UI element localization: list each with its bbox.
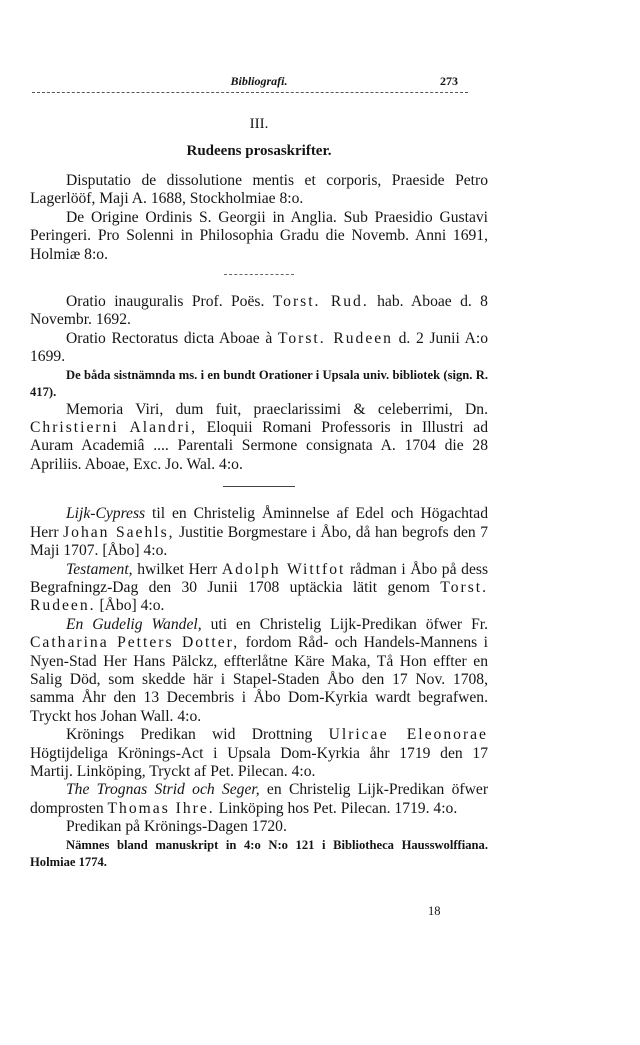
entry-memoria-viri xyxy=(30,401,488,475)
entry-text: Linköping hos Pet. Pilecan. 1719. 4:o. xyxy=(214,799,458,817)
entry-predikan-1720: Predikan på Krönings-Dagen 1720. xyxy=(66,818,287,836)
section-divider xyxy=(224,274,294,275)
person-name: Adolph Wittfot xyxy=(221,560,346,578)
entry-text: Högtijdeliga Krönings-Act i Upsala Dom-Kyrkia åhr 1719 den 17 Martij. Linköping, Tryckt af Pet. Pilecan. 4:o. xyxy=(30,744,488,780)
person-name: Catharina Petters Dotter, xyxy=(30,634,240,652)
entry-lijk-cypress xyxy=(30,505,488,560)
entry-text: en Christelig Lijk-Predikan öfwer domprosten xyxy=(30,781,489,817)
entry-disputatio: Disputatio de dissolutione mentis et corporis, Praeside Petro Lagerlööf, Maji A. 1688, Stockholmiae 8:o. xyxy=(30,172,488,208)
entry-oratio-inauguralis xyxy=(30,293,488,330)
person-name: Christierni Alandri, xyxy=(30,419,198,437)
section-divider xyxy=(223,486,295,487)
section-heading: Rudeens prosaskrifter. xyxy=(186,143,332,159)
note-hausswolffiana: Nämnes bland manuskript in 4:o N:o 121 i Bibliotheca Hausswolffiana. Holmiae 1774. xyxy=(30,837,488,869)
work-title: The Trognas Strid och Seger, xyxy=(66,781,260,799)
entry-text: Krönings Predikan wid Drottning xyxy=(66,726,329,744)
header-rule xyxy=(32,92,468,93)
entry-kronings-predikan xyxy=(30,726,488,781)
document-page xyxy=(30,62,488,871)
work-title: Lijk-Cypress xyxy=(66,505,146,523)
entry-text: Memoria Viri, dum fuit, praeclarissimi & celeberrimi, Dn. xyxy=(66,400,488,418)
work-title: En Gudelig Wandel, xyxy=(66,615,202,633)
author-name: Torst. Rud. xyxy=(272,293,369,311)
author-name: Torst. Rudeen. xyxy=(30,578,488,615)
printer-signature: 18 xyxy=(428,904,441,918)
entry-text: Oratio Rectoratus dicta Aboae à xyxy=(66,329,278,347)
note-manuscripts: De båda sistnämnda ms. i en bundt Orationer i Upsala univ. bibliotek (sign. R. 417). xyxy=(30,367,488,399)
running-title: Bibliografi. xyxy=(230,74,288,88)
person-name: Ulricae Eleonorae xyxy=(328,726,488,744)
entry-oratio-rectoratus xyxy=(30,330,488,367)
entry-en-gudelig-wandel xyxy=(30,616,488,726)
entry-de-origine: De Origine Ordinis S. Georgii in Anglia. Sub Praesidio Gustavi Peringeri. Pro Solenni in Philosophia Gradu die Novemb. Anni 1691, Holmiæ 8:o. xyxy=(30,208,488,263)
person-name: Thomas Ihre. xyxy=(107,799,215,817)
entry-text: fordom Råd- och Handels-Mannens i Nyen-Stad Her Hans Pälckz, effterlåtne Käre Maka, Tå Hon effter en Salig Död, som skedde här i Stapel-Staden Åbo den 17 Nov. 1708, samma Åhr den 13 Decembris i Åbo Dom-Kyrkia wardt begrafwen. Tryckt hos Johan Wall. 4:o. xyxy=(30,634,489,725)
entry-text: rådman i Åbo på dess Begrafningz-Dag den 30 Junii 1708 uptäckia lätit genom xyxy=(30,560,489,596)
entry-text: Eloquii Romani Professoris in Illustri ad Auram Academiâ .... Parentali Sermone consignata A. 1704 die 28 Apriliis. Aboae, Exc. Jo. Wal. 4:o. xyxy=(30,419,488,473)
entry-text: [Åbo] 4:o. xyxy=(95,597,165,615)
page-number: 273 xyxy=(440,74,458,88)
entry-text: Justitie Borgmestare i Åbo, då han begrofs den 7 Maji 1707. [Åbo] 4:o. xyxy=(30,523,489,560)
entry-text: til en Christelig Åminnelse af Edel och Högachtad Herr xyxy=(30,505,488,541)
person-name: Johan Saehls, xyxy=(63,523,175,541)
entry-text: uti en Christelig Lijk-Predikan öfwer Fr. xyxy=(201,615,488,633)
entry-text: hwilket Herr xyxy=(132,560,222,578)
work-title: Testament, xyxy=(66,560,133,578)
entry-the-trognas xyxy=(30,781,488,818)
section-numeral: III. xyxy=(249,116,269,132)
entry-text: hab. Aboae d. 8 Novembr. 1692. xyxy=(30,293,488,329)
entry-text: d. 2 Junii A:o 1699. xyxy=(30,329,488,366)
entry-text: Oratio inauguralis Prof. Poës. xyxy=(66,293,273,311)
entry-testament xyxy=(30,561,488,616)
author-name: Torst. Rudeen xyxy=(277,329,393,347)
page-header xyxy=(30,62,488,88)
